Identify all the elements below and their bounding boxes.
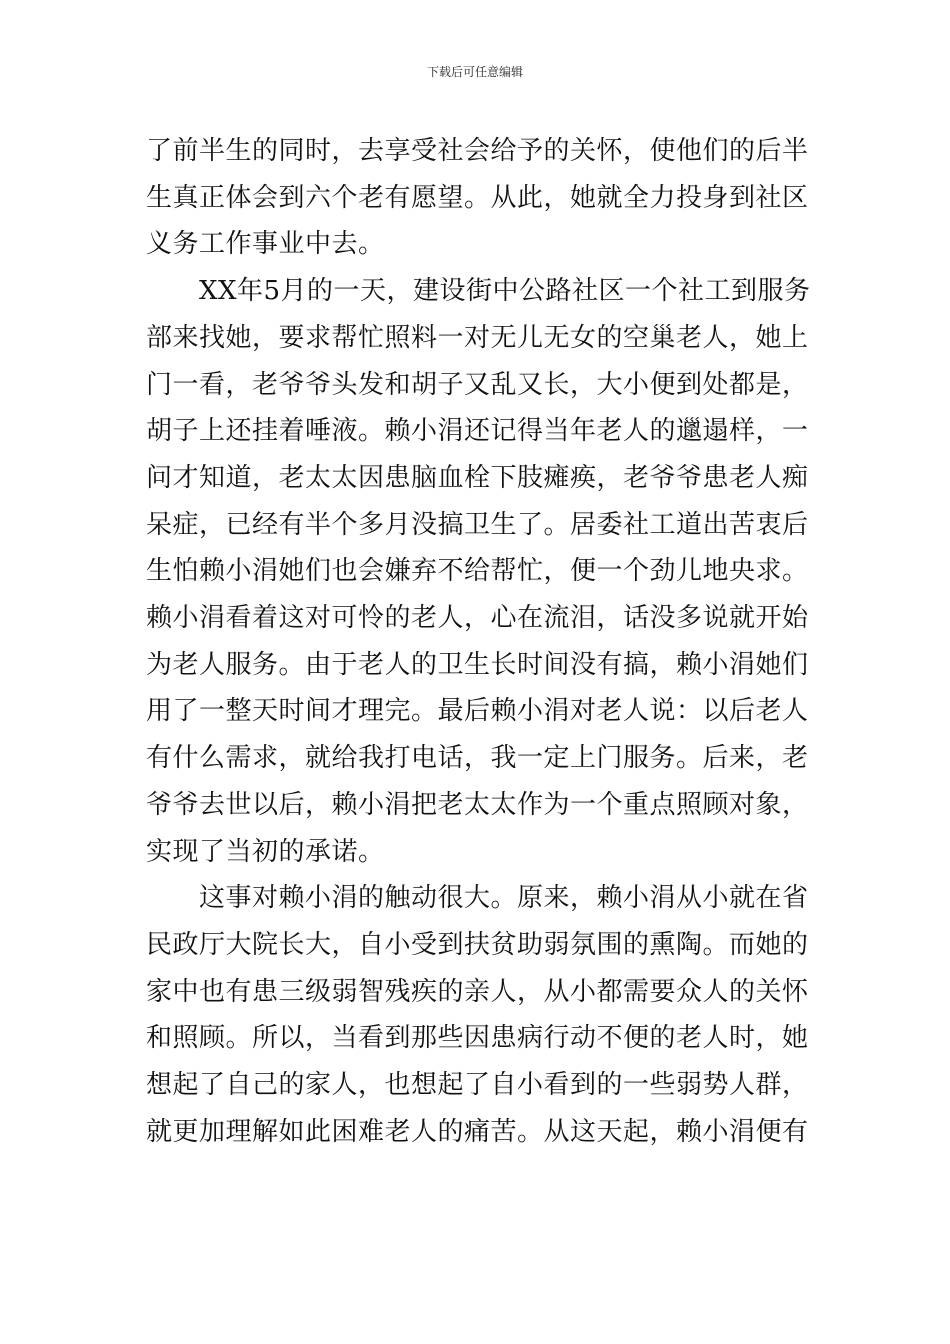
- text-line: 呆症，已经有半个多月没搞卫生了。居委社工道出苦衷后: [146, 509, 809, 540]
- document-body: [146, 128, 811, 1155]
- paragraph-2: [146, 268, 811, 875]
- text-line: 赖小涓看着这对可怜的老人，心在流泪，话没多说就开始: [146, 603, 809, 634]
- text-line: 家中也有患三级弱智残疾的亲人，从小都需要众人的关怀: [146, 976, 809, 1007]
- text-line: 生真正体会到六个老有愿望。从此，她就全力投身到社区: [146, 182, 809, 213]
- text-line: 实现了当初的承诺。: [146, 836, 385, 867]
- text-line: 爷爷去世以后，赖小涓把老太太作为一个重点照顾对象，: [146, 789, 809, 820]
- text-line: 门一看，老爷爷头发和胡子又乱又长，大小便到处都是，: [146, 369, 809, 400]
- text-line: XX年5月的一天，建设街中公路社区一个社工到服务: [146, 276, 811, 307]
- text-line: 了前半生的同时，去享受社会给予的关怀，使他们的后半: [146, 136, 809, 166]
- text-line: 用了一整天时间才理完。最后赖小涓对老人说：以后老人: [146, 696, 809, 727]
- text-line: 和照顾。所以，当看到那些因患病行动不便的老人时，她: [146, 1023, 809, 1054]
- text-line: 想起了自己的家人，也想起了自小看到的一些弱势人群，: [146, 1070, 809, 1101]
- text-line: 问才知道，老太太因患脑血栓下肢瘫痪，老爷爷患老人痴: [146, 462, 809, 493]
- page-header: 下载后可任意编辑: [426, 65, 523, 79]
- text-line: 部来找她，要求帮忙照料一对无儿无女的空巢老人，她上: [146, 322, 809, 353]
- text-line: 就更加理解如此困难老人的痛苦。从这天起，赖小涓便有: [146, 1116, 809, 1147]
- text-line: 为老人服务。由于老人的卫生长时间没有搞，赖小涓她们: [146, 649, 809, 680]
- text-line: 生怕赖小涓她们也会嫌弃不给帮忙，便一个劲儿地央求。: [146, 556, 809, 587]
- text-line: 义务工作事业中去。: [146, 229, 385, 260]
- text-line: 民政厅大院长大，自小受到扶贫助弱氛围的熏陶。而她的: [146, 929, 809, 960]
- text-line: 胡子上还挂着唾液。赖小涓还记得当年老人的邋遢样，一: [146, 416, 809, 447]
- text-line: 这事对赖小涓的触动很大。原来，赖小涓从小就在省: [146, 883, 809, 914]
- text-line: 有什么需求，就给我打电话，我一定上门服务。后来，老: [146, 743, 809, 774]
- paragraph-1: [146, 128, 809, 268]
- paragraph-3: [146, 875, 809, 1155]
